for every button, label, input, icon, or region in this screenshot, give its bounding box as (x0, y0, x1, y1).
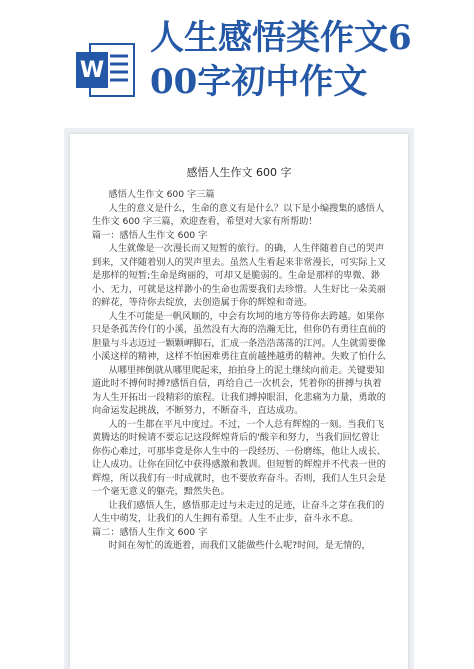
word-document-icon (76, 42, 136, 98)
section-heading: 篇二：感悟人生作文 600 字 (92, 526, 208, 538)
paragraph: 让我们感悟人生，感悟那走过与未走过的足迹，让奋斗之芽在我们的人生中萌发，让我们的人生拥有希望。人生不止步，奋斗永不息。 (92, 499, 385, 524)
paragraph: 人生的意义是什么，生命的意义有是什么？以下是小编搜集的感悟人生作文 600 字三篇，欢迎查看，希望对大家有所帮助！ (92, 202, 385, 227)
page-headline: 人生感悟类作文6 00字初中作文 (150, 18, 412, 102)
paragraph: 时间在匆忙的流逝着，而我们又能做些什么呢?时间，是无情的， (108, 540, 371, 551)
paragraph: 感悟人生作文 600 字三篇 (108, 189, 215, 200)
paragraph: 人生就像是一次漫长而又短暂的旅行。的确，人生伴随着自己的哭声到来，又伴随着别人的哭声里去。虽然人生看起来非常漫长，可实际上又是那样的短暂;生命是绚丽的，可却又是脆弱的。生命是那样的卑微、渺小、无力，可就是这样渺小的生命也需要我们去珍惜。人生好比一朵美丽的鲜花，等待你去绽放，去创造属于你的辉煌和奇迹。 (92, 243, 386, 308)
section-heading: 篇一：感悟人生作文 600 字 (92, 229, 208, 241)
document-body (92, 188, 388, 553)
paragraph: 人的一生都在平凡中度过。不过，一个人总有辉煌的一刻。当我们飞黄腾达的时候请不要忘记这段辉煌背后的'酸辛和努力，当我们回忆曾让你伤心难过，可那毕竟是你人生中的一段经历、一份磨练，他让人成长、让人成功。让你在回忆中获得感激和教训。但短暂的辉煌并不代表一世的辉煌，所以我们有一时成就时，也不要放弃奋斗。否则，我们人生只会是一个毫无意义的躯壳，黯然失色。 (92, 418, 386, 497)
paragraph: 人生不可能是一帆风顺的，中会有坎坷的地方等待你去跨越。如果你只是条孤苦伶仃的小溪，虽然没有大海的浩瀚无比，但你仍有勇往直前的胆量与斗志迈过一颗颗岬脚石，汇成一条浩浩荡荡的江河。人生就需要像小溪这样的精神，这样不怕困难勇往直前越挫越勇的精神。失败了怕什么 (92, 310, 386, 362)
document-title: 感悟人生作文 600 字 (186, 166, 292, 179)
word-icon-letter: W (79, 58, 105, 83)
banner (0, 0, 474, 120)
paragraph: 从哪里摔倒就从哪里爬起来，拍拍身上的泥土继续向前走。关键要知道此时不搏何时搏?感悟自信，再给自己一次机会，凭着你的拼搏与执着为人生开拓出一段精彩的旅程。让我们搏掉眼泪，化悲痛为力量，勇敢的向命运发起挑战，不断努力，不断奋斗，直达成功。 (92, 364, 386, 416)
document-page (70, 134, 408, 669)
